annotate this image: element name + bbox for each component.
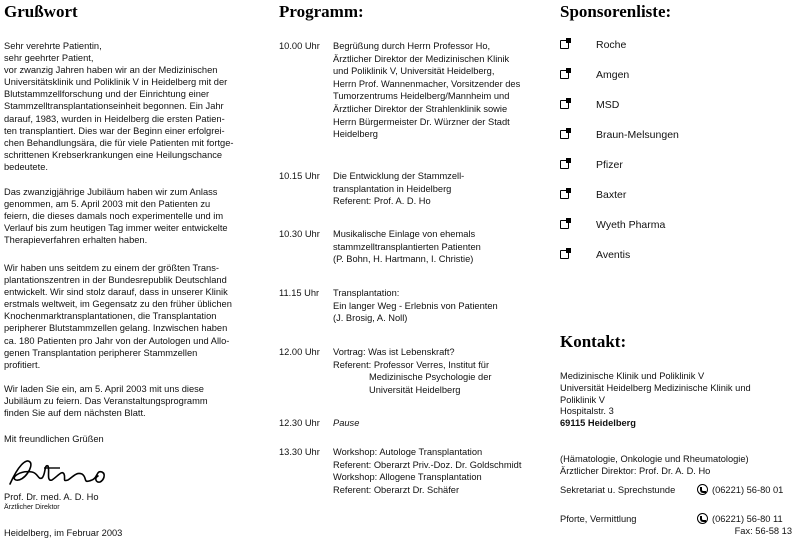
- slot-line: Pause: [333, 418, 360, 428]
- slot-time: 12.00 Uhr: [279, 347, 320, 357]
- text-line: Verlauf bis zum heutigen Tag immer weiter entwickelte: [4, 223, 228, 234]
- slot-line: und Poliklinik V, Universität Heidelberg,: [333, 66, 495, 77]
- text-line: bedeutete.: [4, 161, 48, 172]
- slot-time: 10.15 Uhr: [279, 171, 320, 181]
- slot-line: stammzelltransplantierten Patienten: [333, 241, 481, 252]
- grusswort-heading: Grußwort: [4, 2, 78, 21]
- text-line: Stammzelltransplantationseinheit begonnen. Ein Jahr: [4, 101, 224, 112]
- phone-icon: [697, 484, 708, 495]
- text-line: sehr geehrter Patient,: [4, 53, 94, 64]
- slot-description: [333, 228, 545, 266]
- slot-line: Referent: Oberarzt Dr. Schäfer: [333, 484, 460, 495]
- slot-line: (J. Brosig, A. Noll): [333, 313, 408, 324]
- slot-line: Herrn Prof. Wannenmacher, Vorsitzender des: [333, 78, 521, 89]
- phone-label: Pforte, Vermittlung: [560, 514, 637, 524]
- slot-description: [333, 287, 545, 325]
- checkbox-icon: [560, 100, 569, 109]
- checkbox-icon: [560, 40, 569, 49]
- checkbox-icon: [560, 250, 569, 259]
- grusswort-paragraph-3: [4, 262, 266, 371]
- text-line: Das zwanzigjährige Jubiläum haben wir zum Anlass: [4, 187, 218, 197]
- phone-icon: [697, 513, 708, 524]
- address-line: Universität Heidelberg Medizinische Klinik und: [560, 382, 751, 393]
- slot-time: 13.30 Uhr: [279, 447, 320, 457]
- text-line: Blutstammzellforschung und der Einrichtung einer: [4, 89, 210, 100]
- text-line: peripherer Blutstammzellen gelang. Inzwischen haben: [4, 323, 228, 334]
- phone-number-text: (06221) 56-80 11: [712, 514, 783, 524]
- programm-heading: Programm:: [279, 2, 364, 21]
- text-line: feiern, die dieses damals noch experimentelle und im: [4, 211, 224, 222]
- text-line: Wir laden Sie ein, am 5. April 2003 mit uns diese: [4, 384, 204, 394]
- slot-description: [333, 170, 545, 208]
- closing-line: [4, 433, 266, 445]
- sponsoren-heading: Sponsorenliste:: [560, 2, 672, 21]
- closing-text: Mit freundlichen Grüßen: [4, 434, 104, 444]
- slot-line: Die Entwicklung der Stammzell-: [333, 171, 465, 181]
- sponsor-name: Roche: [596, 39, 627, 51]
- slot-line: Ein langer Weg - Erlebnis von Patienten: [333, 300, 498, 311]
- slot-time: 11.15 Uhr: [279, 288, 320, 298]
- text-line: genen Transplantation peripherer Stammzellen: [4, 347, 198, 358]
- slot-line: Referent: Professor Verres, Institut für: [333, 359, 490, 370]
- text-line: Therapieverfahren erhalten haben.: [4, 235, 148, 246]
- grusswort-paragraph-1: [4, 40, 266, 173]
- slot-line: Musikalische Einlage von ehemals: [333, 229, 476, 239]
- department-line: (Hämatologie, Onkologie und Rheumatologie): [560, 454, 749, 464]
- address-line: Poliklinik V: [560, 394, 605, 405]
- slot-description: [333, 346, 545, 396]
- slot-description: [333, 446, 545, 496]
- signer-name: Prof. Dr. med. A. D. Ho: [4, 492, 99, 502]
- slot-line: Vortrag: Was ist Lebenskraft?: [333, 347, 455, 357]
- sponsor-name: Amgen: [596, 69, 630, 81]
- grusswort-paragraph-4: [4, 383, 266, 419]
- checkbox-icon: [560, 220, 569, 229]
- text-line: genommen, am 5. April 2003 mit den Patienten zu: [4, 199, 211, 210]
- text-line: finden Sie auf dem nächsten Blatt.: [4, 408, 146, 419]
- address-line: Hospitalstr. 3: [560, 406, 614, 417]
- sponsor-name: MSD: [596, 99, 620, 111]
- text-line: Wir haben uns seitdem zu einem der größten Trans-: [4, 263, 219, 273]
- phone-number-text: (06221) 56-80 01: [712, 485, 784, 495]
- slot-line: Transplantation:: [333, 288, 400, 298]
- signer-title: Ärztlicher Direktor: [4, 504, 60, 512]
- text-line: ca. 180 Patienten pro Jahr von der Autologen und Allo-: [4, 335, 230, 346]
- slot-description: [333, 40, 545, 141]
- text-line: Sehr verehrte Patientin,: [4, 41, 102, 51]
- checkbox-icon: [560, 130, 569, 139]
- text-line: plantationszentren in der Bundesrepublik Deutschland: [4, 275, 227, 286]
- text-line: ten transplantiert. Dies war der Beginn einer erfolgrei-: [4, 125, 225, 136]
- slot-time: 12.30 Uhr: [279, 418, 320, 428]
- sponsor-name: Baxter: [596, 189, 627, 201]
- text-line: darauf, 1983, wurden in Heidelberg die ersten Patien-: [4, 113, 225, 124]
- text-line: erstmals weltweit, im Gegensatz zu den früher üblichen: [4, 299, 232, 310]
- slot-line: Workshop: Autologe Transplantation: [333, 447, 483, 457]
- phone-label: Sekretariat u. Sprechstunde: [560, 485, 676, 495]
- checkbox-icon: [560, 160, 569, 169]
- grusswort-paragraph-2: [4, 186, 266, 246]
- checkbox-icon: [560, 190, 569, 199]
- sponsor-name: Pfizer: [596, 159, 623, 171]
- sponsor-name: Braun-Melsungen: [596, 129, 679, 141]
- text-line: chen Behandlungsära, die für viele Patienten mit fortge-: [4, 137, 234, 148]
- phone-number[interactable]: [697, 513, 783, 525]
- slot-line: Medizinische Psychologie der: [369, 372, 492, 383]
- slot-line: Referent: Oberarzt Priv.-Doz. Dr. Goldschmidt: [333, 459, 522, 470]
- address-city: 69115 Heidelberg: [560, 418, 636, 429]
- slot-time: 10.00 Uhr: [279, 41, 320, 51]
- sponsor-name: Wyeth Pharma: [596, 219, 666, 231]
- text-line: profitiert.: [4, 359, 41, 370]
- place-date-text: Heidelberg, im Februar 2003: [4, 528, 123, 538]
- checkbox-icon: [560, 70, 569, 79]
- text-line: vor zwanzig Jahren haben wir an der Medizinischen: [4, 65, 218, 76]
- text-line: entwickelt. Wir sind stolz darauf, dass in unserer Klinik: [4, 287, 228, 298]
- slot-line: (P. Bohn, H. Hartmann, I. Christie): [333, 254, 474, 265]
- slot-line: Universität Heidelberg: [369, 384, 461, 395]
- slot-time: 10.30 Uhr: [279, 229, 320, 239]
- fax-number: Fax: 56-58 13: [734, 526, 792, 536]
- contact-address: [560, 371, 800, 430]
- slot-description: [333, 417, 545, 430]
- slot-line: Ärztlicher Direktor der Medizinischen Klinik: [333, 53, 510, 64]
- department-line: Ärztlicher Direktor: Prof. Dr. A. D. Ho: [560, 465, 711, 476]
- slot-line: Ärztlicher Direktor der Strahlenklinik sowie: [333, 103, 508, 114]
- slot-line: Workshop: Allogene Transplantation: [333, 472, 482, 483]
- signature-image: [4, 456, 114, 492]
- slot-line: Tumorzentrums Heidelberg/Mannheim und: [333, 91, 510, 102]
- sponsor-name: Aventis: [596, 249, 631, 261]
- text-line: schrittenen Krebserkrankungen eine Heilungschance: [4, 149, 223, 160]
- kontakt-heading: Kontakt:: [560, 332, 627, 351]
- slot-line: Begrüßung durch Herrn Professor Ho,: [333, 41, 491, 51]
- text-line: Jubiläum zu feiern. Das Veranstaltungsprogramm: [4, 396, 208, 407]
- place-date: [4, 527, 266, 539]
- slot-line: Heidelberg: [333, 129, 378, 140]
- signer-block: [4, 491, 266, 512]
- phone-number[interactable]: [697, 484, 783, 496]
- address-line: Medizinische Klinik und Poliklinik V: [560, 371, 705, 381]
- text-line: Knochenmarktransplantationen, die Transplantation: [4, 311, 217, 322]
- slot-line: Referent: Prof. A. D. Ho: [333, 196, 431, 207]
- contact-department: [560, 454, 800, 478]
- slot-line: Herrn Bürgermeister Dr. Würzner der Stadt: [333, 116, 510, 127]
- slot-line: transplantation in Heidelberg: [333, 183, 452, 194]
- text-line: Universitätsklinik und Poliklinik V in Heidelberg mit der: [4, 77, 228, 88]
